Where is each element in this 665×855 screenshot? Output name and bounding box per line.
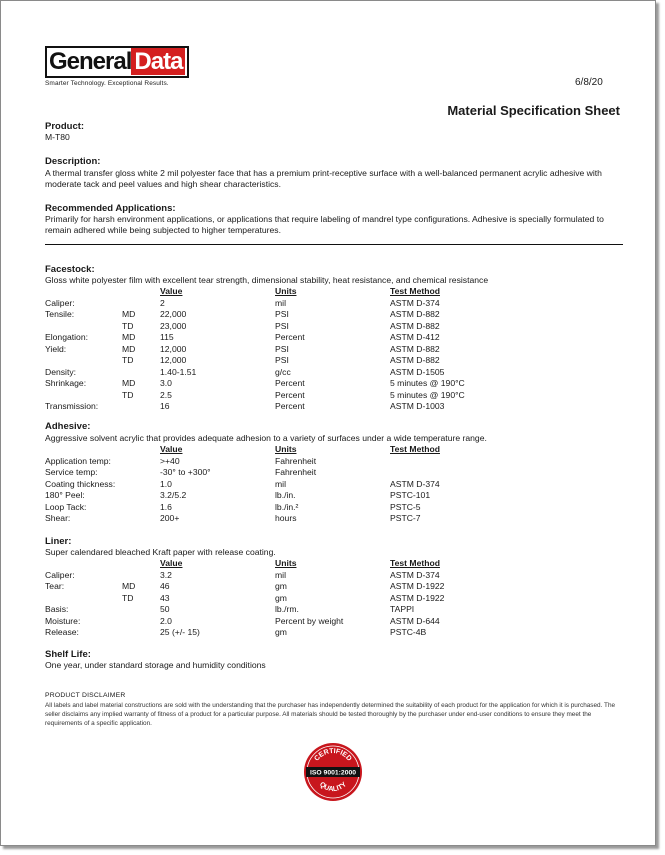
column-test-header: Test Method	[390, 444, 440, 454]
row-value: 12,000	[160, 355, 187, 365]
column-units-header: Units	[275, 286, 297, 296]
row-label: Caliper:	[45, 569, 75, 580]
row-value: 2	[160, 297, 165, 308]
row-test-method: PSTC-7	[390, 513, 421, 523]
row-test-method: ASTM D-1922	[390, 581, 445, 591]
row-label: Coating thickness:	[45, 478, 116, 489]
seal-bottom-text: QUALITY	[317, 781, 349, 794]
table-row	[45, 367, 625, 378]
column-test-header: Test Method	[390, 286, 440, 296]
column-value-header: Value	[160, 286, 183, 296]
logo-wordmark	[45, 46, 189, 78]
row-test-method: ASTM D-1505	[390, 366, 445, 377]
table-row	[45, 456, 625, 467]
row-test-method: ASTM D-374	[390, 569, 440, 580]
row-test-method: ASTM D-882	[390, 343, 440, 354]
row-direction: MD	[122, 378, 136, 388]
column-value-header: Value	[160, 444, 183, 454]
row-test-method: TAPPI	[390, 604, 415, 614]
seal-middle-text: ISO 9001:2000	[309, 769, 357, 777]
row-label: Basis:	[45, 604, 69, 614]
row-label: Release:	[45, 627, 79, 637]
row-unit: Percent	[275, 389, 305, 400]
row-unit: PSI	[275, 355, 289, 365]
row-test-method: 5 minutes @ 190°C	[390, 389, 465, 400]
row-test-method: ASTM D-412	[390, 332, 440, 342]
table-row	[45, 593, 625, 604]
table-row	[45, 321, 625, 332]
document-date: 6/8/20	[575, 77, 603, 88]
table-row	[45, 627, 625, 638]
column-test-header: Test Method	[390, 558, 440, 568]
row-test-method: 5 minutes @ 190°C	[390, 378, 465, 388]
seal-top-text: CERTIFIED	[313, 747, 353, 763]
logo-word-general: General	[49, 48, 132, 75]
row-value: 115	[160, 332, 174, 342]
row-test-method: PSTC-101	[390, 490, 431, 500]
row-unit: PSI	[275, 343, 289, 354]
table-row	[45, 298, 625, 309]
adhesive-column-headers	[45, 444, 625, 455]
liner-heading: Liner:	[45, 536, 72, 547]
table-row	[45, 401, 625, 412]
table-row	[45, 479, 625, 490]
row-test-method: ASTM D-882	[390, 320, 440, 331]
column-units-header: Units	[275, 444, 297, 454]
row-label: Shear:	[45, 513, 71, 523]
row-unit: Percent	[275, 332, 305, 342]
table-row	[45, 604, 625, 615]
row-value: 2.5	[160, 389, 172, 400]
shelf-life-text: One year, under standard storage and humidity conditions	[45, 660, 266, 670]
row-value: 43	[160, 592, 170, 603]
product-heading: Product:	[45, 121, 85, 132]
logo-word-data: Data	[131, 48, 185, 75]
product-value: M-T80	[45, 132, 70, 142]
row-label: Tensile:	[45, 309, 75, 319]
facestock-text: Gloss white polyester film with excellent tear strength, dimensional stability, heat resistance, and chemical resistance	[45, 275, 489, 285]
row-value: 1.0	[160, 478, 172, 489]
row-value: 22,000	[160, 309, 187, 319]
table-row	[45, 467, 625, 478]
adhesive-heading: Adhesive:	[45, 421, 91, 432]
row-value: 3.0	[160, 378, 172, 388]
description-heading: Description:	[45, 156, 101, 167]
row-value: 23,000	[160, 320, 187, 331]
row-label: Application temp:	[45, 455, 111, 466]
table-row	[45, 570, 625, 581]
row-unit: gm	[275, 581, 287, 591]
row-direction: MD	[122, 343, 136, 354]
table-row	[45, 616, 625, 627]
row-direction: TD	[122, 355, 134, 365]
table-row	[45, 309, 625, 320]
table-row	[45, 355, 625, 366]
table-row	[45, 390, 625, 401]
logo-tagline: Smarter Technology. Exceptional Results.	[45, 80, 169, 87]
facestock-column-headers	[45, 286, 625, 297]
table-row	[45, 502, 625, 513]
row-direction: MD	[122, 581, 136, 591]
row-unit: hours	[275, 513, 297, 523]
adhesive-text: Aggressive solvent acrylic that provides adequate adhesion to a variety of surfaces under a wide temperature range.	[45, 433, 487, 443]
row-value: -30° to +300°	[160, 467, 211, 477]
row-test-method: ASTM D-1003	[390, 401, 445, 411]
row-label: Shrinkage:	[45, 378, 87, 388]
row-unit: lb./in.	[275, 490, 296, 500]
table-row	[45, 344, 625, 355]
section-divider	[45, 244, 623, 245]
liner-column-headers	[45, 558, 625, 569]
page-title: Material Specification Sheet	[447, 103, 620, 118]
row-direction: TD	[122, 592, 134, 603]
row-test-method: ASTM D-644	[390, 615, 440, 626]
row-value: 1.40-1.51	[160, 366, 197, 377]
row-direction: TD	[122, 320, 134, 331]
row-unit: Percent by weight	[275, 615, 344, 626]
row-test-method: ASTM D-374	[390, 478, 440, 489]
row-unit: PSI	[275, 309, 289, 319]
row-unit: gm	[275, 627, 287, 637]
row-unit: mil	[275, 478, 286, 489]
facestock-heading: Facestock:	[45, 264, 95, 275]
row-test-method: ASTM D-374	[390, 297, 440, 308]
row-label: Elongation:	[45, 332, 89, 342]
row-label: Caliper:	[45, 297, 75, 308]
table-row	[45, 490, 625, 501]
row-label: 180° Peel:	[45, 490, 85, 500]
row-unit: lb./rm.	[275, 604, 299, 614]
column-units-header: Units	[275, 558, 297, 568]
column-value-header: Value	[160, 558, 183, 568]
row-value: 16	[160, 401, 170, 411]
row-test-method: ASTM D-1922	[390, 592, 445, 603]
row-value: 12,000	[160, 343, 187, 354]
row-unit: PSI	[275, 320, 289, 331]
row-unit: mil	[275, 569, 286, 580]
row-unit: lb./in.²	[275, 501, 299, 512]
table-row	[45, 378, 625, 389]
row-unit: Fahrenheit	[275, 467, 317, 477]
row-unit: Percent	[275, 401, 305, 411]
row-test-method: PSTC-5	[390, 501, 421, 512]
table-row	[45, 581, 625, 592]
table-row	[45, 513, 625, 524]
row-label: Yield:	[45, 343, 67, 354]
iso-certified-seal	[303, 742, 363, 802]
company-logo	[45, 46, 189, 87]
applications-heading: Recommended Applications:	[45, 203, 176, 214]
description-text: A thermal transfer gloss white 2 mil polyester face that has a premium print-receptive surface with a well-balanced permanent acrylic adhesive with moderate tack and peel values and high shear characteristics.	[45, 168, 602, 189]
row-test-method: PSTC-4B	[390, 627, 427, 637]
row-unit: mil	[275, 297, 286, 308]
row-unit: gm	[275, 592, 287, 603]
row-value: 3.2/5.2	[160, 490, 187, 500]
row-value: 200+	[160, 513, 180, 523]
row-direction: MD	[122, 309, 136, 319]
row-value: 25 (+/- 15)	[160, 627, 200, 637]
row-unit: Fahrenheit	[275, 455, 317, 466]
shelf-life-heading: Shelf Life:	[45, 649, 91, 660]
row-value: 46	[160, 581, 170, 591]
row-label: Service temp:	[45, 467, 98, 477]
row-value: 2.0	[160, 615, 172, 626]
row-label: Loop Tack:	[45, 501, 87, 512]
row-label: Transmission:	[45, 401, 99, 411]
row-label: Density:	[45, 366, 77, 377]
row-value: 1.6	[160, 501, 172, 512]
row-test-method: ASTM D-882	[390, 355, 440, 365]
row-value: >+40	[160, 455, 180, 466]
row-unit: g/cc	[275, 366, 291, 377]
row-direction: MD	[122, 332, 136, 342]
row-label: Moisture:	[45, 615, 81, 626]
row-unit: Percent	[275, 378, 305, 388]
row-direction: TD	[122, 389, 134, 400]
row-value: 50	[160, 604, 170, 614]
disclaimer-heading: PRODUCT DISCLAIMER	[45, 692, 126, 699]
row-test-method: ASTM D-882	[390, 309, 440, 319]
table-row	[45, 332, 625, 343]
row-value: 3.2	[160, 569, 172, 580]
row-label: Tear:	[45, 581, 65, 591]
applications-text: Primarily for harsh environment applications, or applications that require labeling of mandrel type configurations. Adhesive is specially formulated to remain adhered while being subjected to higher temperatures.	[45, 214, 604, 235]
liner-text: Super calendared bleached Kraft paper with release coating.	[45, 547, 276, 557]
disclaimer-text: All labels and label material constructions are sold with the understanding that the purchaser has independently determined the suitability of each product for the application for which it is purchased. The seller disclaims any implied warranty of fitness of a product for a particular purpose. All materials should be tested thoroughly by the purchaser under end-user conditions to ensure they meet the requirements of a specific application.	[45, 702, 616, 727]
